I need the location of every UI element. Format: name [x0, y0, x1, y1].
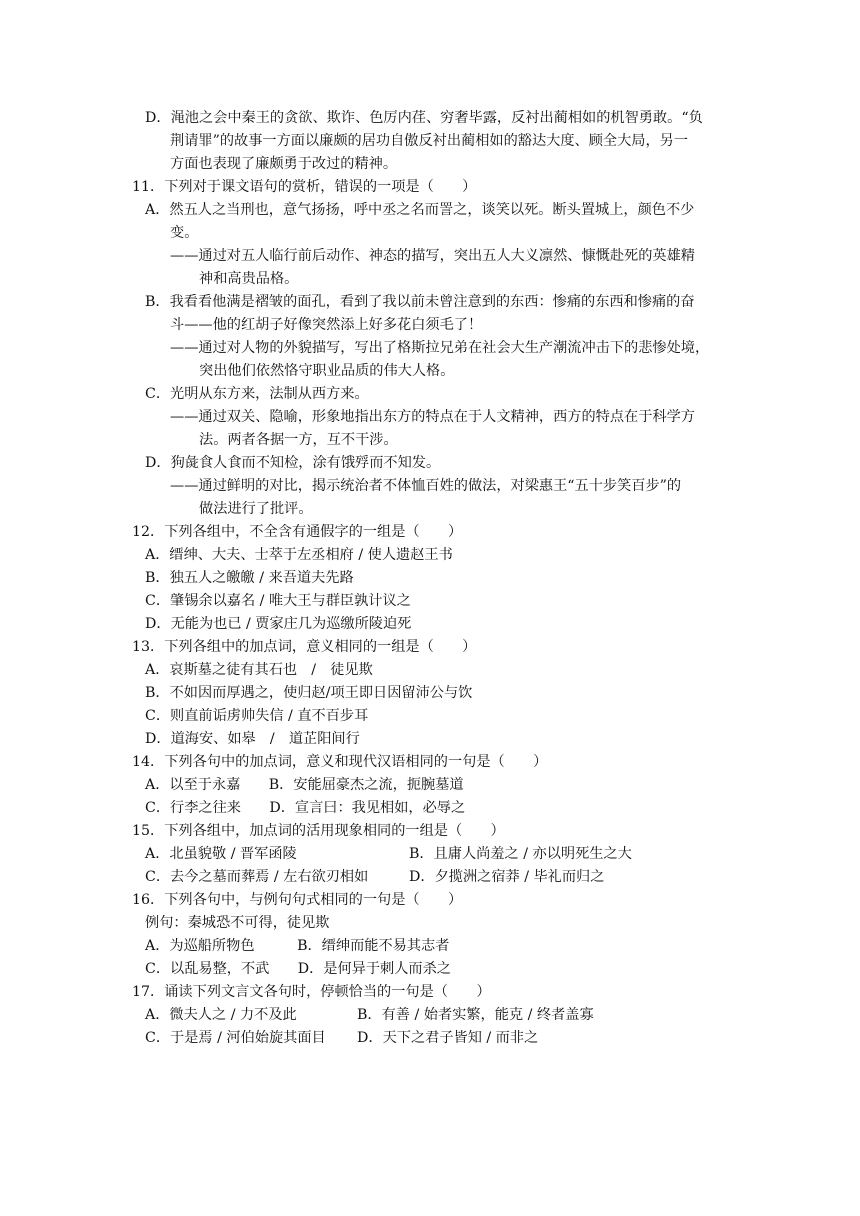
q14-options-ab: A．以至于永嘉 B．安能屈豪杰之流，扼腕墓道: [145, 777, 464, 793]
q12-option-a: A．缙绅、大夫、士萃于左丞相府 / 使人遗赵王书: [145, 547, 453, 563]
q11-option-c-analysis-2: 法。两者各据一方，互不干涉。: [199, 432, 398, 448]
question-13-stem: 13．下列各组中的加点词，意义相同的一组是（ ）: [132, 639, 477, 655]
question-16-stem: 16．下列各句中，与例句句式相同的一句是（ ）: [132, 892, 463, 908]
option-d-q10-line-3: 方面也表现了廉颇勇于改过的精神。: [170, 156, 398, 172]
q15-option-d: D．夕揽洲之宿莽 / 毕礼而归之: [409, 869, 605, 885]
q11-option-c-line-1: C．光明从东方来，法制从西方来。: [145, 386, 369, 402]
q15-option-a: A．北虽貌敬 / 晋军函陵: [145, 846, 297, 862]
q16-options-ab: A．为巡船所物色 B．缙绅而能不易其志者: [145, 938, 450, 954]
question-14-stem: 14．下列各句中的加点词，意义和现代汉语相同的一句是（ ）: [132, 754, 548, 770]
q11-option-a-line-1: A．然五人之当刑也，意气扬扬，呼中丞之名而詈之，谈笑以死。断头置城上，颜色不少: [145, 202, 695, 218]
q11-option-a-analysis-2: 神和高贵品格。: [199, 271, 299, 287]
q12-option-c: C．肇锡余以嘉名 / 唯大王与群臣孰计议之: [145, 593, 411, 609]
question-17-stem: 17．诵读下列文言文各句时，停顿恰当的一句是（ ）: [132, 984, 491, 1000]
q14-options-cd: C．行李之往来 D．宣言曰：我见相如，必辱之: [145, 800, 466, 816]
q11-option-d-analysis-1: ——通过鲜明的对比，揭示统治者不体恤百姓的做法，对梁惠王“五十步笑百步”的: [170, 478, 682, 494]
question-12-stem: 12．下列各组中，不全含有通假字的一组是（ ）: [132, 524, 463, 540]
q16-example: 例句：秦城恐不可得，徒见欺: [145, 915, 330, 931]
q11-option-d-line-1: D．狗彘食人食而不知检，涂有饿殍而不知发。: [145, 455, 441, 471]
q15-option-c: C．去今之墓而葬焉 / 左右欲刃相如: [145, 869, 369, 885]
q11-option-b-analysis-1: ——通过对人物的外貌描写，写出了格斯拉兄弟在社会大生产潮流冲击下的悲惨处境，: [170, 340, 710, 356]
question-11-stem: 11．下列对于课文语句的赏析，错误的一项是（ ）: [132, 179, 477, 195]
q13-option-d: D．道海安、如皋 / 道芷阳间行: [145, 731, 360, 747]
q17-option-c: C．于是焉 / 河伯始旋其面目: [145, 1030, 326, 1046]
option-d-q10-line-2: 荆请罪”的故事一方面以廉颇的居功自傲反衬出蔺相如的豁达大度、顾全大局，另一: [170, 133, 689, 149]
question-15-stem: 15．下列各组中，加点词的活用现象相同的一组是（ ）: [132, 823, 505, 839]
q11-option-d-analysis-2: 做法进行了批评。: [199, 501, 313, 517]
q11-option-a-analysis-1: ——通过对五人临行前后动作、神态的描写，突出五人大义凛然、慷慨赴死的英雄精: [170, 248, 695, 264]
q12-option-b: B．独五人之皦皦 / 来吾道夫先路: [145, 570, 354, 586]
q11-option-b-line-1: B．我看看他满是褶皱的面孔，看到了我以前未曾注意到的东西：惨痛的东西和惨痛的奋: [145, 294, 695, 310]
q17-option-a: A．微夫人之 / 力不及此: [145, 1007, 297, 1023]
q13-option-b: B．不如因而厚遇之，使归赵/项王即日因留沛公与饮: [145, 685, 473, 701]
q11-option-b-line-2: 斗——他的红胡子好像突然添上好多花白须毛了！: [170, 317, 483, 333]
q13-option-c: C．则直前诟虏帅失信 / 直不百步耳: [145, 708, 369, 724]
q11-option-c-analysis-1: ——通过双关、隐喻，形象地指出东方的特点在于人文精神，西方的特点在于科学方: [170, 409, 695, 425]
q11-option-b-analysis-2: 突出他们依然恪守职业品质的伟大人格。: [199, 363, 455, 379]
q17-option-d: D．天下之君子皆知 / 而非之: [357, 1030, 539, 1046]
q12-option-d: D．无能为也已 / 贾家庄几为巡缴所陵迫死: [145, 616, 412, 632]
option-d-q10-line-1: D．渑池之会中秦王的贪欲、欺诈、色厉内荏、穷奢毕露，反衬出蔺相如的机智勇敢。“负: [145, 110, 703, 126]
q16-options-cd: C．以乱易整，不武 D．是何异于刺人而杀之: [145, 961, 451, 977]
q15-option-b: B．且庸人尚羞之 / 亦以明死生之大: [409, 846, 632, 862]
q17-option-b: B．有善 / 始者实繁，能克 / 终者盖寡: [357, 1007, 594, 1023]
q13-option-a: A．哀斯墓之徒有其石也 / 徒见欺: [145, 662, 373, 678]
q11-option-a-line-2: 变。: [170, 225, 199, 241]
